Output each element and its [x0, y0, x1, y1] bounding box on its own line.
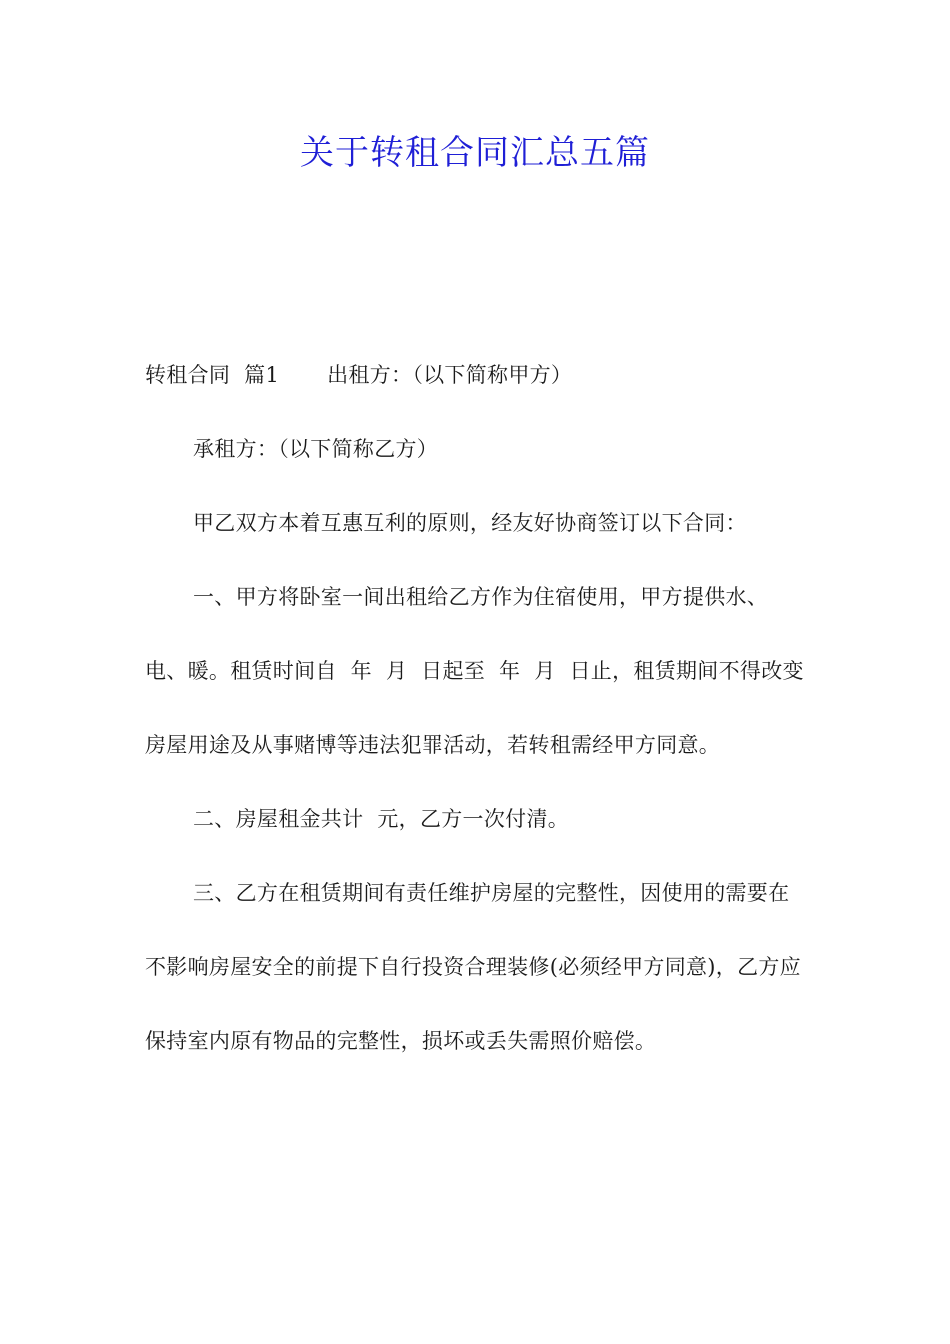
document-title: 关于转租合同汇总五篇 [300, 133, 650, 173]
preamble-paragraph: 甲乙双方本着互惠互利的原则，经友好协商签订以下合同： [193, 511, 747, 535]
clause-3-paragraph: 三、乙方在租赁期间有责任维护房屋的完整性，因使用的需要在不影响房屋安全的前提下自行投资合理装修(必须经甲方同意)，乙方应保持室内原有物品的完整性，损坏或丢失需照价赔偿。 [145, 881, 801, 1053]
lessor-line: 出租方：（以下简称甲方） [327, 363, 573, 387]
lessee-line: 承租方：（以下简称乙方） [193, 437, 439, 461]
document-body [145, 338, 805, 1078]
section-heading-line [145, 338, 805, 412]
section-heading: 转租合同 篇1 [145, 363, 280, 387]
clause-2-paragraph: 二、房屋租金共计 元，乙方一次付清。 [193, 807, 570, 831]
clause-1-paragraph: 一、甲方将卧室一间出租给乙方作为住宿使用，甲方提供水、电、暖。租赁时间自 年 月 日起至 年 月 日止，租赁期间不得改变房屋用途及从事赌博等违法犯罪活动，若转租需经甲方同意。 [145, 585, 804, 757]
